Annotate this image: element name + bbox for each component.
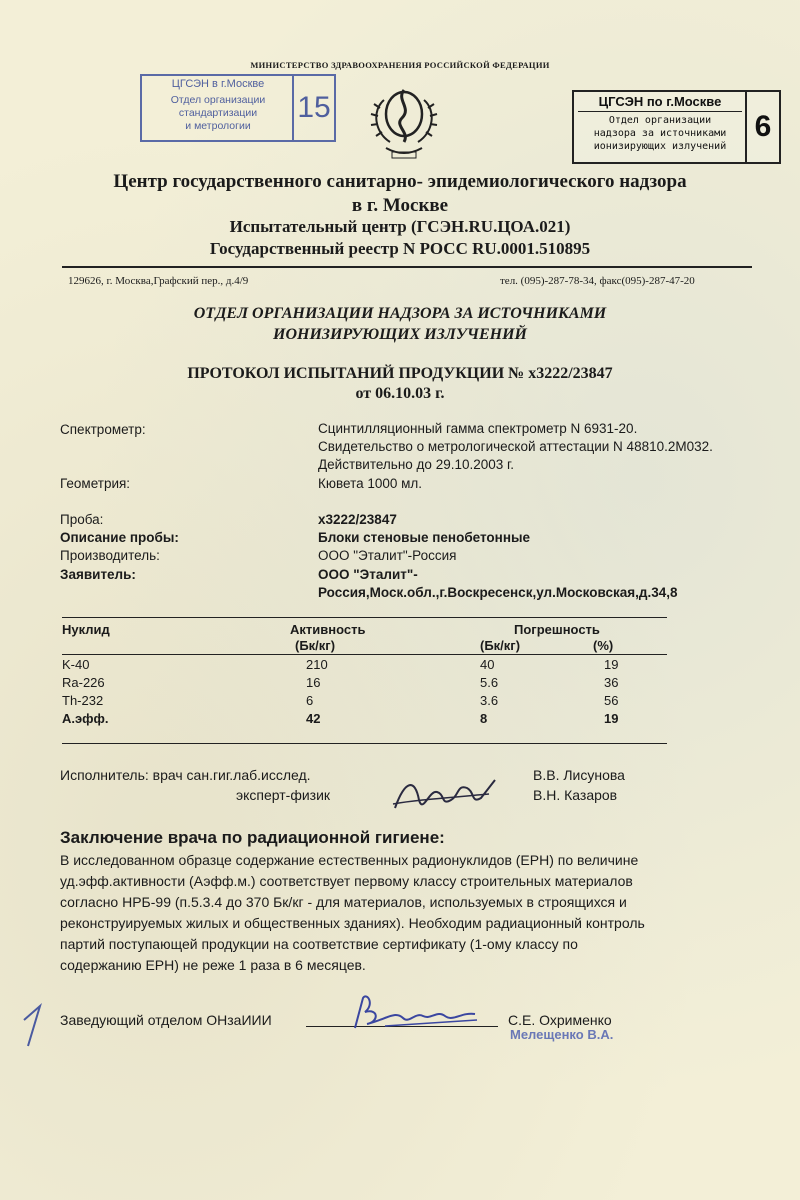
cell-nuclide: Th-232: [62, 693, 104, 708]
conclusion-line: В исследованном образце содержание естественных радионуклидов (ЕРН) по величине: [60, 852, 639, 868]
conclusion-text: [60, 850, 750, 976]
header-divider: [62, 266, 752, 268]
executor-signature: [385, 770, 505, 820]
margin-mark: [18, 1000, 48, 1050]
executor-name-2: В.Н. Казаров: [533, 787, 618, 803]
col-error-pct: (%): [593, 638, 614, 653]
cell-activity: 210: [306, 657, 328, 672]
table-top-rule: [62, 617, 667, 618]
ministry-header: МИНИСТЕРСТВО ЗДРАВООХРАНЕНИЯ РОССИЙСКОЙ ФЕДЕРАЦИИ: [250, 60, 550, 70]
col-nuclide: Нуклид: [62, 622, 110, 637]
cell-nuclide-total: А.эфф.: [62, 711, 109, 726]
cell-pct: 19: [604, 657, 619, 672]
conclusion-line: содержанию ЕРН) не реже 1 раза в 6 месяцев.: [60, 957, 366, 973]
conclusion-line: реконструируемых жилых и общественных зданиях). Необходим радиационный контроль: [60, 915, 645, 931]
department-title: [0, 303, 800, 345]
conclusion-line: партий поступающей продукции на соответствие сертификату (1-ому классу по: [60, 936, 578, 952]
department-line-1: ОТДЕЛ ОРГАНИЗАЦИИ НАДЗОРА ЗА ИСТОЧНИКАМИ: [193, 305, 607, 322]
org-line-1: Центр государственного санитарно- эпидемиологического надзора: [113, 171, 687, 192]
applicant-value: [318, 566, 677, 602]
head-label: Заведующий отделом ОНзаИИИ: [60, 1012, 272, 1028]
geometry-value: Кювета 1000 мл.: [318, 476, 423, 491]
cell-activity: 6: [306, 693, 314, 708]
organization-title: [0, 170, 800, 218]
address: 129626, г. Москва,Графский пер., д.4/9: [68, 275, 249, 287]
stamp-right-line2: Отдел организации: [608, 115, 712, 126]
col-error-unit: (Бк/кг): [480, 638, 521, 653]
conclusion-line: согласно НРБ-99 (п.5.3.4 до 370 Бк/кг - для материалов, используемых в строящихся и: [60, 894, 627, 910]
cell-nuclide: Ra-226: [62, 675, 105, 690]
col-error: Погрешность: [514, 622, 600, 637]
stamp-right-line4: ионизирующих излучений: [593, 141, 727, 152]
cell-error: 40: [480, 657, 495, 672]
stamp-standardization: [140, 74, 336, 142]
stamp-left-body: [148, 94, 288, 133]
stamp-right-title: ЦГСЭН по г.Москве: [578, 94, 742, 112]
protocol-title: [0, 364, 800, 404]
sample-value: х3222/23847: [318, 512, 397, 527]
center-line-2: Государственный реестр N РОСС RU.0001.510895: [209, 239, 591, 258]
spectrometer-line-3: Действительно до 29.10.2003 г.: [318, 457, 515, 472]
stamp-left-line4: и метрологии: [185, 120, 251, 132]
department-line-2: ИОНИЗИРУЮЩИХ ИЗЛУЧЕНИЙ: [273, 326, 527, 343]
col-activity: Активность: [290, 622, 366, 637]
stamp-left-number: 15: [292, 76, 334, 140]
stamp-radiation-dept: [572, 90, 781, 164]
executor-name-1: В.В. Лисунова: [533, 767, 625, 783]
stamp-left-line2: Отдел организации: [170, 94, 266, 106]
applicant-line-1: ООО "Эталит"-: [318, 567, 418, 582]
cell-activity: 16: [306, 675, 321, 690]
protocol-date: от 06.10.03 г.: [355, 385, 445, 402]
emblem-logo: [356, 80, 452, 162]
stamp-right-body: [578, 114, 742, 153]
col-activity-unit: (Бк/кг): [295, 638, 336, 653]
spectrometer-value: [318, 420, 713, 474]
head-signature: [345, 990, 485, 1035]
conclusion-line: уд.эфф.активности (Аэфф.м.) соответствует первому классу строительных материалов: [60, 873, 633, 889]
manufacturer-value: ООО "Эталит"-Россия: [318, 548, 457, 563]
spectrometer-label: Спектрометр:: [60, 422, 146, 437]
cell-pct: 36: [604, 675, 619, 690]
stamp-left-title: ЦГСЭН в г.Москве: [171, 78, 265, 90]
applicant-label: Заявитель:: [60, 567, 136, 582]
executor-label-2: эксперт-физик: [236, 787, 331, 803]
testing-center: [0, 216, 800, 260]
conclusion-title: Заключение врача по радиационной гигиене:: [60, 828, 445, 847]
cell-pct-total: 19: [604, 711, 619, 726]
stamp-right-line3: надзора за источниками: [593, 128, 727, 139]
protocol-number: ПРОТОКОЛ ИСПЫТАНИЙ ПРОДУКЦИИ № х3222/23847: [187, 365, 613, 382]
phone: тел. (095)-287-78-34, факс(095)-287-47-20: [500, 275, 695, 287]
spectrometer-line-2: Свидетельство о метрологической аттестации N 48810.2М032.: [318, 439, 713, 454]
manufacturer-label: Производитель:: [60, 548, 160, 563]
stamp-left-line3: стандартизации: [178, 107, 258, 119]
sample-label: Проба:: [60, 512, 104, 527]
cell-error-total: 8: [480, 711, 488, 726]
description-value: Блоки стеновые пенобетонные: [318, 530, 531, 545]
cell-error: 3.6: [480, 693, 499, 708]
table-header-rule: [62, 654, 667, 655]
cell-nuclide: K-40: [62, 657, 90, 672]
description-label: Описание пробы:: [60, 530, 179, 545]
table-bottom-rule: [62, 743, 667, 744]
geometry-label: Геометрия:: [60, 476, 131, 491]
cell-pct: 56: [604, 693, 619, 708]
head-name: С.Е. Охрименко: [508, 1012, 612, 1028]
cell-error: 5.6: [480, 675, 499, 690]
org-line-2: в г. Москве: [351, 195, 449, 216]
center-line-1: Испытательный центр (ГСЭН.RU.ЦОА.021): [229, 217, 571, 236]
applicant-line-2: Россия,Моск.обл.,г.Воскресенск,ул.Московская,д.34,8: [318, 585, 678, 600]
name-stamp: Мелещенко В.А.: [510, 1027, 614, 1042]
spectrometer-line-1: Сцинтилляционный гамма спектрометр N 6931-20.: [318, 421, 638, 436]
executor-label: Исполнитель: врач сан.гиг.лаб.исслед.: [60, 767, 311, 783]
stamp-right-number: 6: [745, 92, 779, 162]
cell-activity-total: 42: [306, 711, 321, 726]
